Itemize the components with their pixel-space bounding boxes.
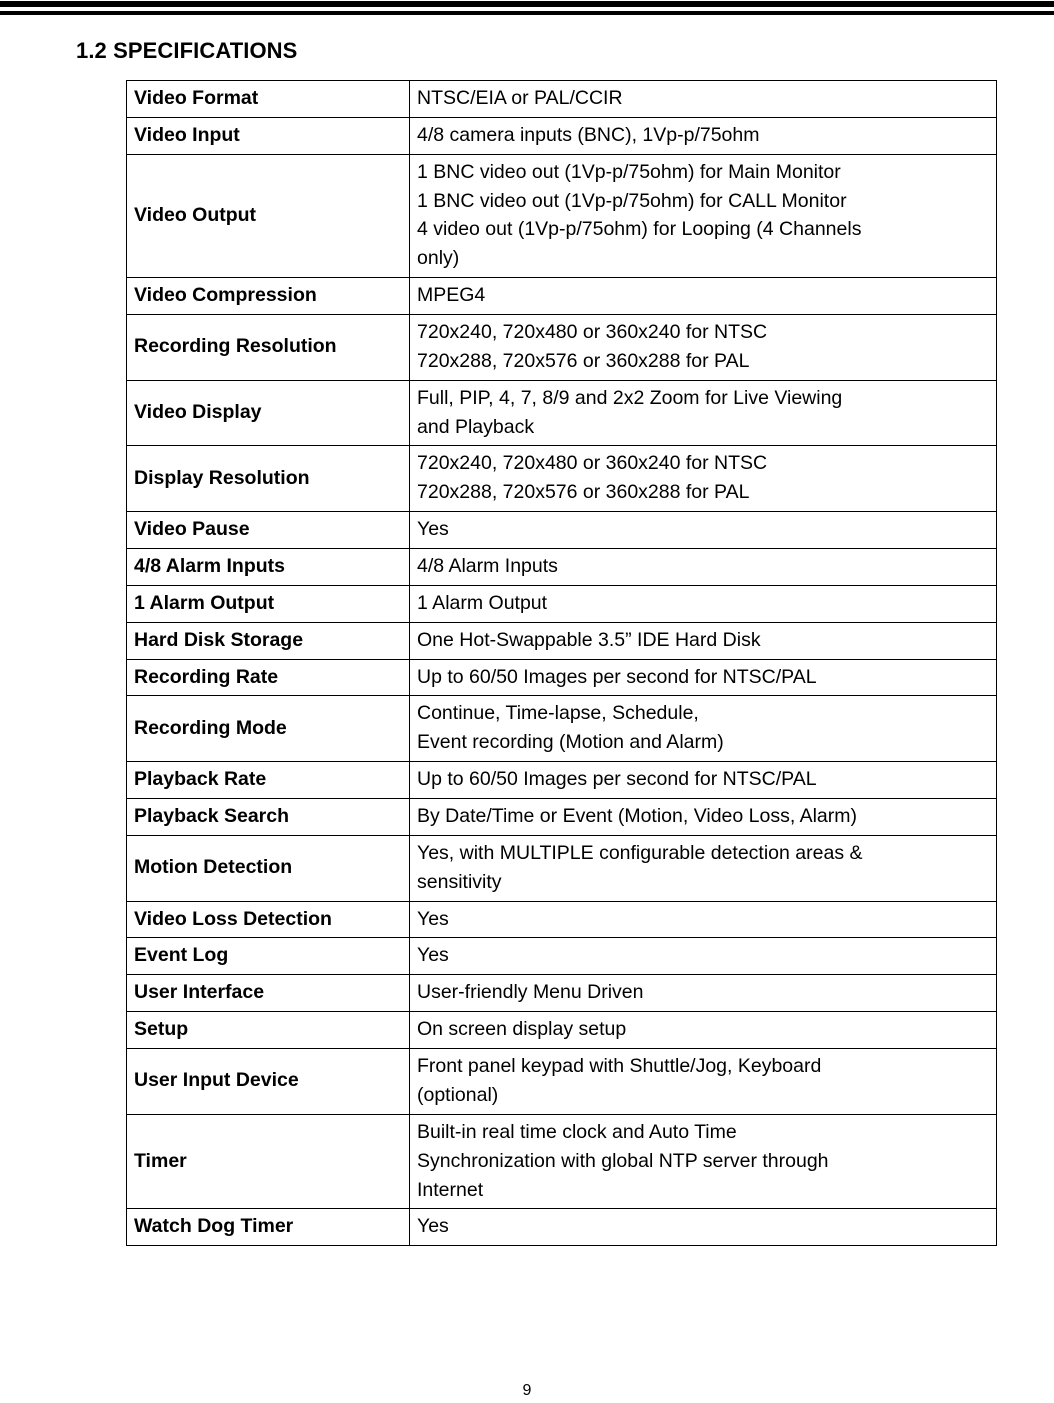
spec-value-line: 4/8 camera inputs (BNC), 1Vp-p/75ohm: [417, 123, 760, 146]
page-number: 9: [522, 1382, 532, 1399]
spec-value: [410, 835, 997, 901]
header-rule-thin: [0, 11, 1054, 15]
spec-value: [410, 1209, 997, 1246]
spec-value-line: Continue, Time-lapse, Schedule,: [417, 702, 699, 725]
spec-value: [410, 81, 997, 118]
table-row: [127, 696, 997, 762]
table-row: [127, 380, 997, 446]
table-row: [127, 278, 997, 315]
table-row: [127, 1209, 997, 1246]
spec-value-line: By Date/Time or Event (Motion, Video Loss, Alarm): [417, 805, 858, 828]
spec-label: Video Display: [127, 380, 410, 446]
table-row: [127, 622, 997, 659]
spec-value-line: 4 video out (1Vp-p/75ohm) for Looping (4 Channels: [417, 218, 862, 241]
table-row: [127, 762, 997, 799]
spec-value: [410, 446, 997, 512]
table-row: [127, 835, 997, 901]
spec-label: Setup: [127, 1012, 410, 1049]
table-row: [127, 512, 997, 549]
spec-value-line: Yes: [417, 518, 449, 541]
spec-label: 4/8 Alarm Inputs: [127, 549, 410, 586]
spec-value: [410, 1114, 997, 1209]
spec-value-line: NTSC/EIA or PAL/CCIR: [417, 87, 623, 109]
spec-label: Video Format: [127, 81, 410, 118]
spec-value: [410, 901, 997, 938]
spec-value-line: On screen display setup: [417, 1018, 627, 1041]
spec-value-line: 720x288, 720x576 or 360x288 for PAL: [417, 481, 750, 504]
spec-value-line: One Hot-Swappable 3.5” IDE Hard Disk: [417, 628, 761, 651]
spec-value: [410, 622, 997, 659]
spec-label: Video Loss Detection: [127, 901, 410, 938]
spec-label: Hard Disk Storage: [127, 622, 410, 659]
spec-value-line: Yes: [417, 907, 449, 930]
spec-value-line: Up to 60/50 Images per second for NTSC/PAL: [417, 768, 817, 791]
spec-label: Event Log: [127, 938, 410, 975]
spec-label: Video Output: [127, 154, 410, 277]
spec-label: Playback Search: [127, 799, 410, 836]
spec-label: Timer: [127, 1114, 410, 1209]
table-row: [127, 975, 997, 1012]
spec-value-line: 1 BNC video out (1Vp-p/75ohm) for Main Monitor: [417, 160, 841, 183]
spec-value: [410, 1012, 997, 1049]
spec-label: Video Input: [127, 117, 410, 154]
spec-label: 1 Alarm Output: [127, 585, 410, 622]
spec-label: Watch Dog Timer: [127, 1209, 410, 1246]
table-row: [127, 901, 997, 938]
spec-label: User Input Device: [127, 1049, 410, 1115]
table-row: [127, 549, 997, 586]
spec-label: Motion Detection: [127, 835, 410, 901]
spec-value-line: Synchronization with global NTP server through: [417, 1149, 829, 1172]
table-row: [127, 154, 997, 277]
table-row: [127, 315, 997, 381]
spec-value-line: and Playback: [417, 415, 535, 438]
table-row: [127, 1049, 997, 1115]
spec-label: Video Pause: [127, 512, 410, 549]
spec-value: [410, 799, 997, 836]
spec-value-line: Yes: [417, 1215, 449, 1238]
spec-value-line: MPEG4: [417, 284, 486, 307]
spec-value-line: Event recording (Motion and Alarm): [417, 731, 724, 754]
spec-value: [410, 659, 997, 696]
spec-value: [410, 696, 997, 762]
spec-value-line: (optional): [417, 1083, 499, 1106]
spec-value-line: sensitivity: [417, 870, 502, 893]
spec-value: [410, 154, 997, 277]
table-row: [127, 938, 997, 975]
table-row: [127, 585, 997, 622]
table-row: [127, 81, 997, 118]
table-row: [127, 1114, 997, 1209]
spec-value: [410, 380, 997, 446]
spec-label: Playback Rate: [127, 762, 410, 799]
spec-value-line: Yes: [417, 944, 449, 967]
spec-value-line: 1 Alarm Output: [417, 591, 548, 614]
table-row: [127, 117, 997, 154]
specifications-table: [126, 80, 997, 1246]
spec-label: Display Resolution: [127, 446, 410, 512]
spec-value: [410, 278, 997, 315]
spec-value: [410, 512, 997, 549]
spec-value-line: 720x240, 720x480 or 360x240 for NTSC: [417, 321, 768, 344]
spec-label: User Interface: [127, 975, 410, 1012]
spec-label: Recording Mode: [127, 696, 410, 762]
spec-value: [410, 938, 997, 975]
spec-value: [410, 1049, 997, 1115]
spec-value-line: 720x288, 720x576 or 360x288 for PAL: [417, 349, 750, 372]
table-row: [127, 799, 997, 836]
spec-value-line: Built-in real time clock and Auto Time: [417, 1120, 737, 1143]
spec-value-line: Internet: [417, 1178, 484, 1201]
spec-value-line: 4/8 Alarm Inputs: [417, 555, 558, 578]
spec-label: Video Compression: [127, 278, 410, 315]
specifications-table-body: [127, 81, 997, 1246]
table-row: [127, 1012, 997, 1049]
spec-value-line: only): [417, 247, 460, 270]
spec-label: Recording Rate: [127, 659, 410, 696]
spec-value: [410, 585, 997, 622]
page-header-rules: [0, 0, 1054, 18]
spec-value: [410, 117, 997, 154]
spec-label: Recording Resolution: [127, 315, 410, 381]
spec-value-line: Up to 60/50 Images per second for NTSC/PAL: [417, 665, 817, 688]
spec-value-line: 1 BNC video out (1Vp-p/75ohm) for CALL Monitor: [417, 189, 847, 212]
section-heading: 1.2 SPECIFICATIONS: [76, 38, 298, 63]
spec-value-line: Yes, with MULTIPLE configurable detection areas &: [417, 841, 863, 864]
spec-value-line: User-friendly Menu Driven: [417, 981, 644, 1004]
spec-value: [410, 549, 997, 586]
table-row: [127, 659, 997, 696]
spec-value-line: Front panel keypad with Shuttle/Jog, Keyboard: [417, 1055, 822, 1078]
spec-value-line: 720x240, 720x480 or 360x240 for NTSC: [417, 452, 768, 475]
header-rule-thick: [0, 1, 1054, 7]
spec-value: [410, 762, 997, 799]
spec-value: [410, 975, 997, 1012]
table-row: [127, 446, 997, 512]
spec-value-line: Full, PIP, 4, 7, 8/9 and 2x2 Zoom for Live Viewing: [417, 386, 843, 409]
spec-value: [410, 315, 997, 381]
